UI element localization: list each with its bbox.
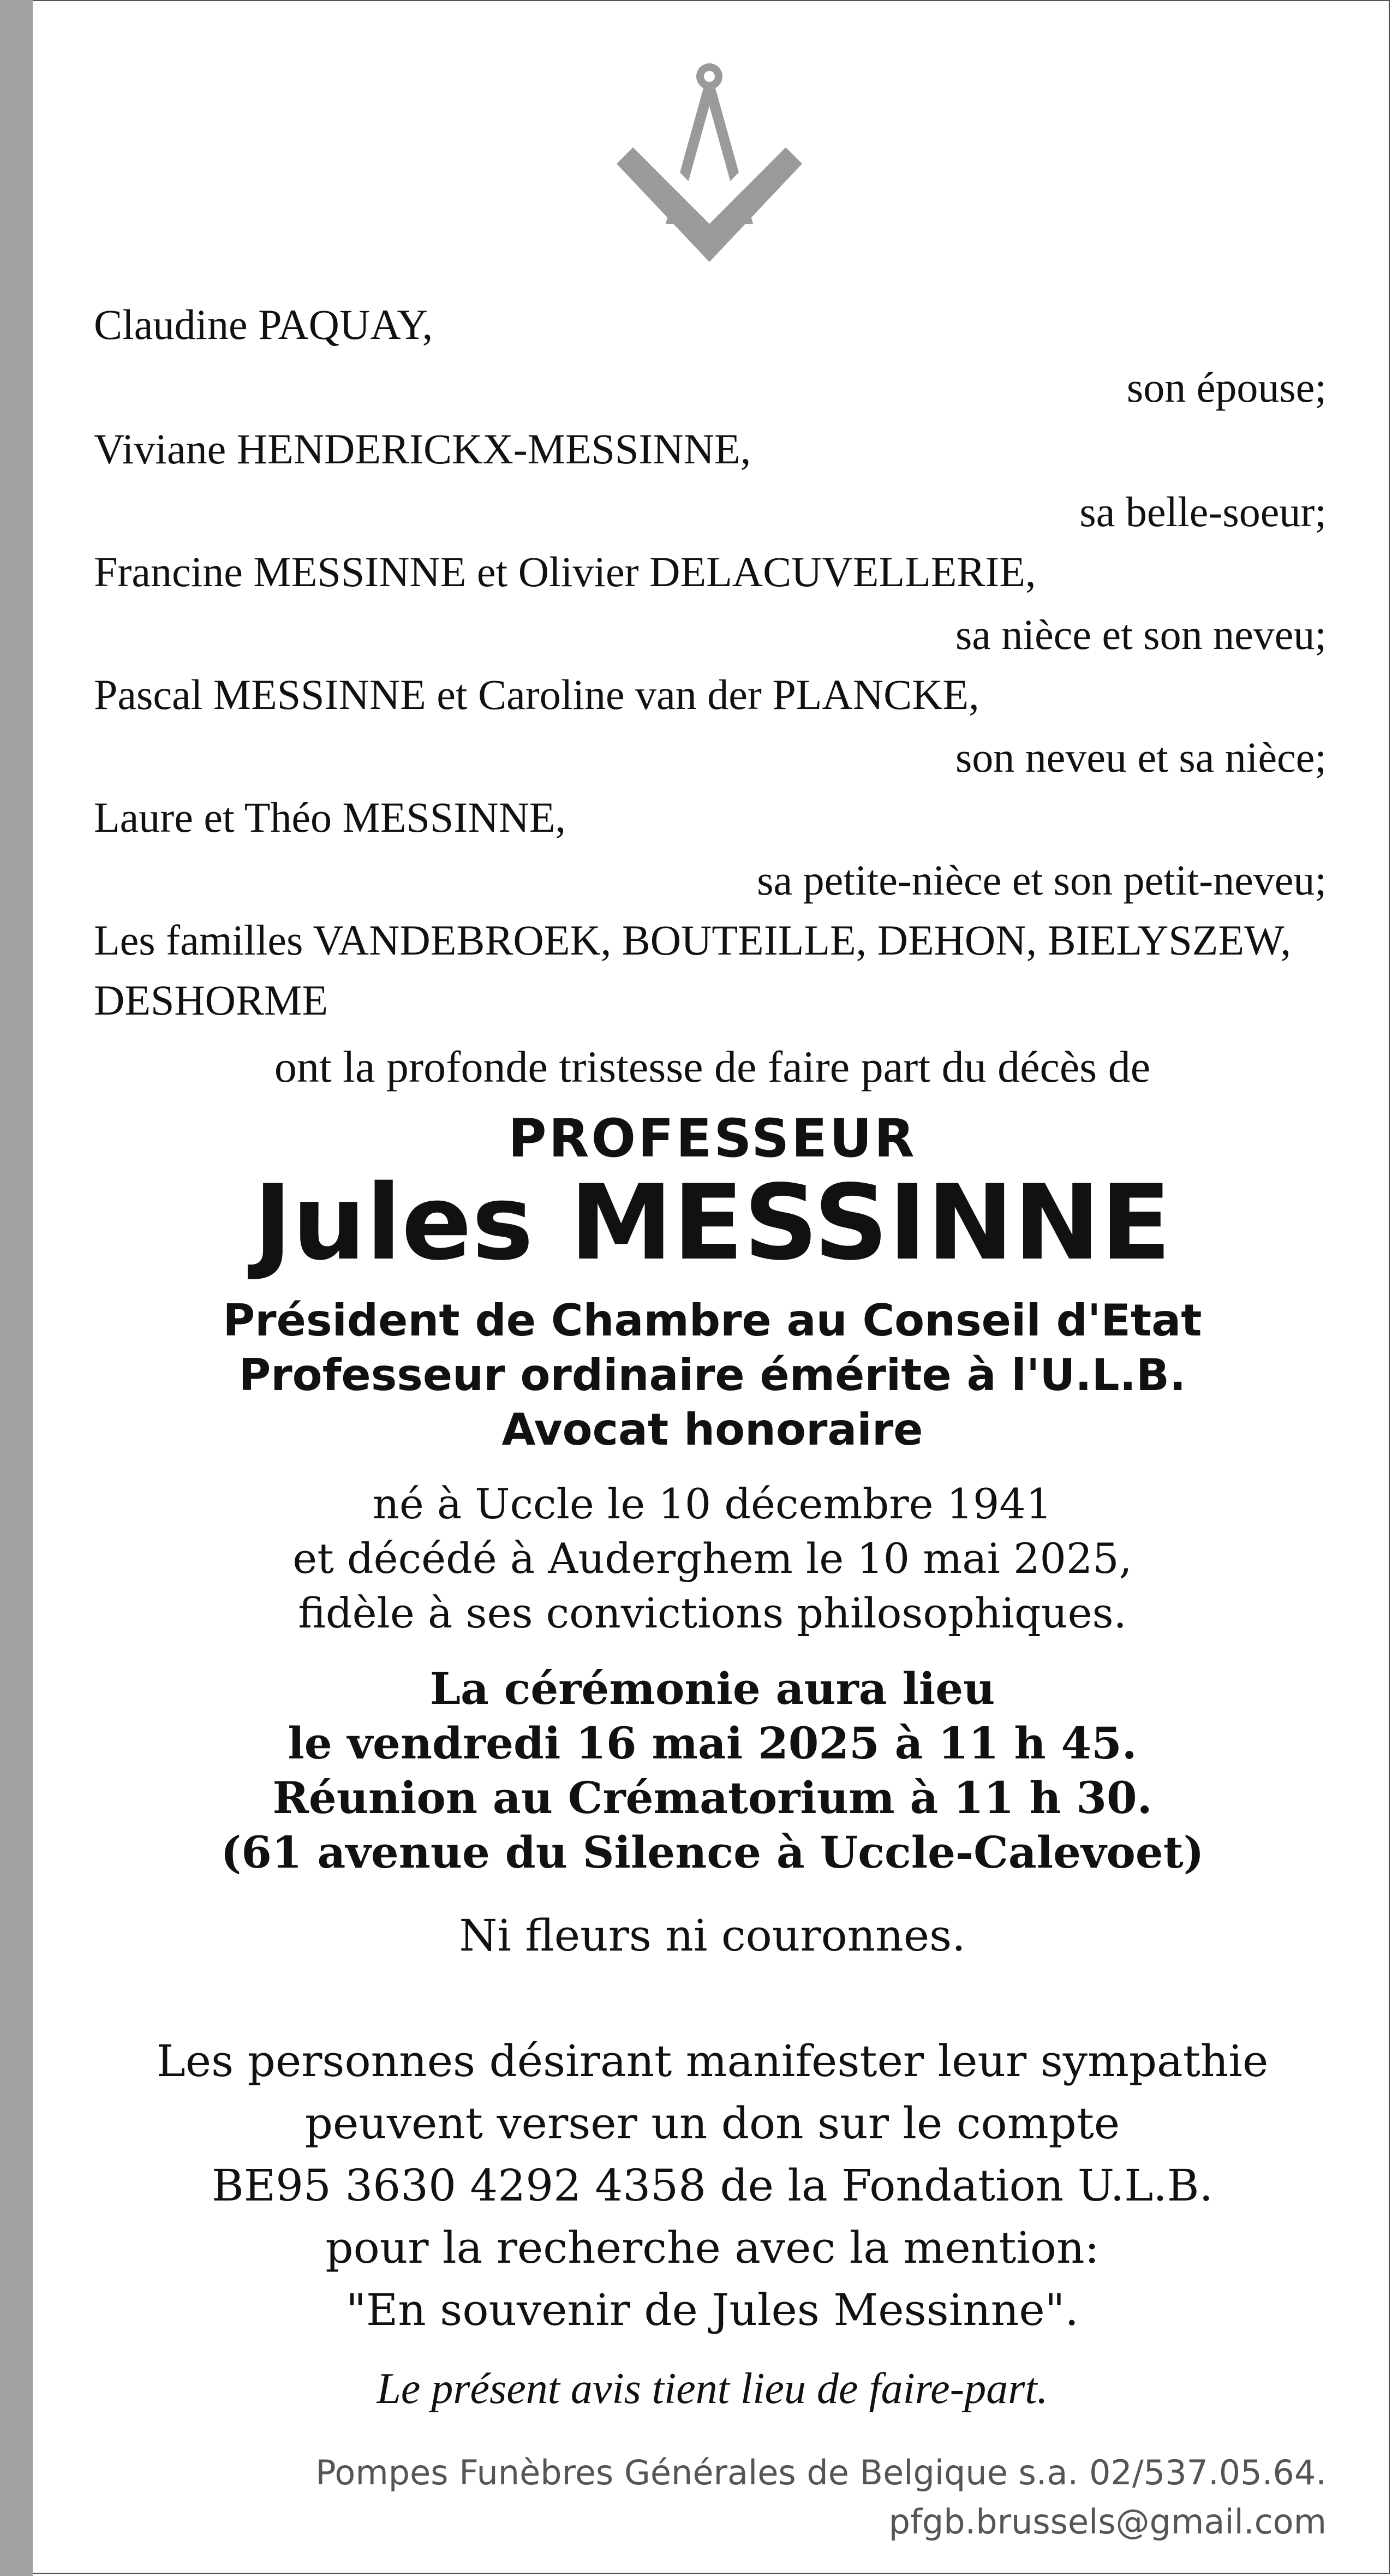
announcement-intro: ont la profonde tristesse de faire part du décès de bbox=[274, 1042, 1151, 1092]
ceremony-line-4: (61 avenue du Silence à Uccle-Calevoet) bbox=[220, 1827, 1204, 1878]
donation-line-4: pour la recherche avec la mention: bbox=[325, 2222, 1100, 2273]
family-name-1: Claudine PAQUAY, bbox=[94, 301, 433, 348]
family-relation-2: sa belle-soeur; bbox=[1079, 488, 1327, 535]
deceased-title: PROFESSEUR bbox=[508, 1108, 917, 1169]
square-and-compass-icon bbox=[617, 60, 802, 267]
family-name-2: Viviane HENDERICKX-MESSINNE, bbox=[94, 425, 751, 473]
deceased-name: Jules MESSINNE bbox=[253, 1162, 1172, 1283]
family-name-4: Pascal MESSINNE et Caroline van der PLANCKE, bbox=[94, 671, 979, 718]
funeral-home-info: Pompes Funèbres Générales de Belgique s.a. 02/537.05.64. bbox=[315, 2453, 1327, 2492]
ceremony-line-2: le vendredi 16 mai 2025 à 11 h 45. bbox=[288, 1718, 1137, 1769]
donation-line-2: peuvent verser un don sur le compte bbox=[304, 2098, 1120, 2149]
donation-line-1: Les personnes désirant manifester leur sympathie bbox=[156, 2036, 1269, 2086]
ceremony-line-3: Réunion au Crématorium à 11 h 30. bbox=[272, 1772, 1152, 1823]
birth-line-1: né à Uccle le 10 décembre 1941 bbox=[372, 1480, 1053, 1528]
donation-line-5: "En souvenir de Jules Messinne". bbox=[346, 2285, 1079, 2335]
birth-line-2: et décédé à Auderghem le 10 mai 2025, bbox=[292, 1534, 1132, 1583]
family-relation-5: sa petite-nièce et son petit-neveu; bbox=[757, 856, 1327, 904]
family-relation-4: son neveu et sa nièce; bbox=[955, 734, 1327, 781]
other-families-line-2: DESHORME bbox=[94, 976, 328, 1024]
ceremony-line-1: La cérémonie aura lieu bbox=[429, 1663, 995, 1714]
left-border-bar bbox=[0, 0, 33, 2576]
other-families-line-1: Les familles VANDEBROEK, BOUTEILLE, DEHON, BIELYSZEW, bbox=[94, 916, 1292, 964]
family-name-3: Francine MESSINNE et Olivier DELACUVELLERIE, bbox=[94, 548, 1036, 595]
funeral-home-email: pfgb.brussels@gmail.com bbox=[888, 2502, 1327, 2542]
birth-line-3: fidèle à ses convictions philosophiques. bbox=[298, 1589, 1127, 1637]
family-name-5: Laure et Théo MESSINNE, bbox=[94, 794, 566, 841]
family-relation-1: son épouse; bbox=[1126, 363, 1327, 411]
honorific-title-1: Président de Chambre au Conseil d'Etat bbox=[223, 1295, 1202, 1346]
honorific-title-3: Avocat honoraire bbox=[501, 1404, 923, 1455]
family-relation-3: sa nièce et son neveu; bbox=[955, 611, 1327, 658]
flowers-notice: Ni fleurs ni couronnes. bbox=[459, 1910, 966, 1961]
donation-line-3: BE95 3630 4292 4358 de la Fondation U.L.B. bbox=[211, 2160, 1214, 2211]
notice-statement: Le présent avis tient lieu de faire-part. bbox=[377, 2365, 1048, 2413]
honorific-title-2: Professeur ordinaire émérite à l'U.L.B. bbox=[238, 1350, 1186, 1400]
